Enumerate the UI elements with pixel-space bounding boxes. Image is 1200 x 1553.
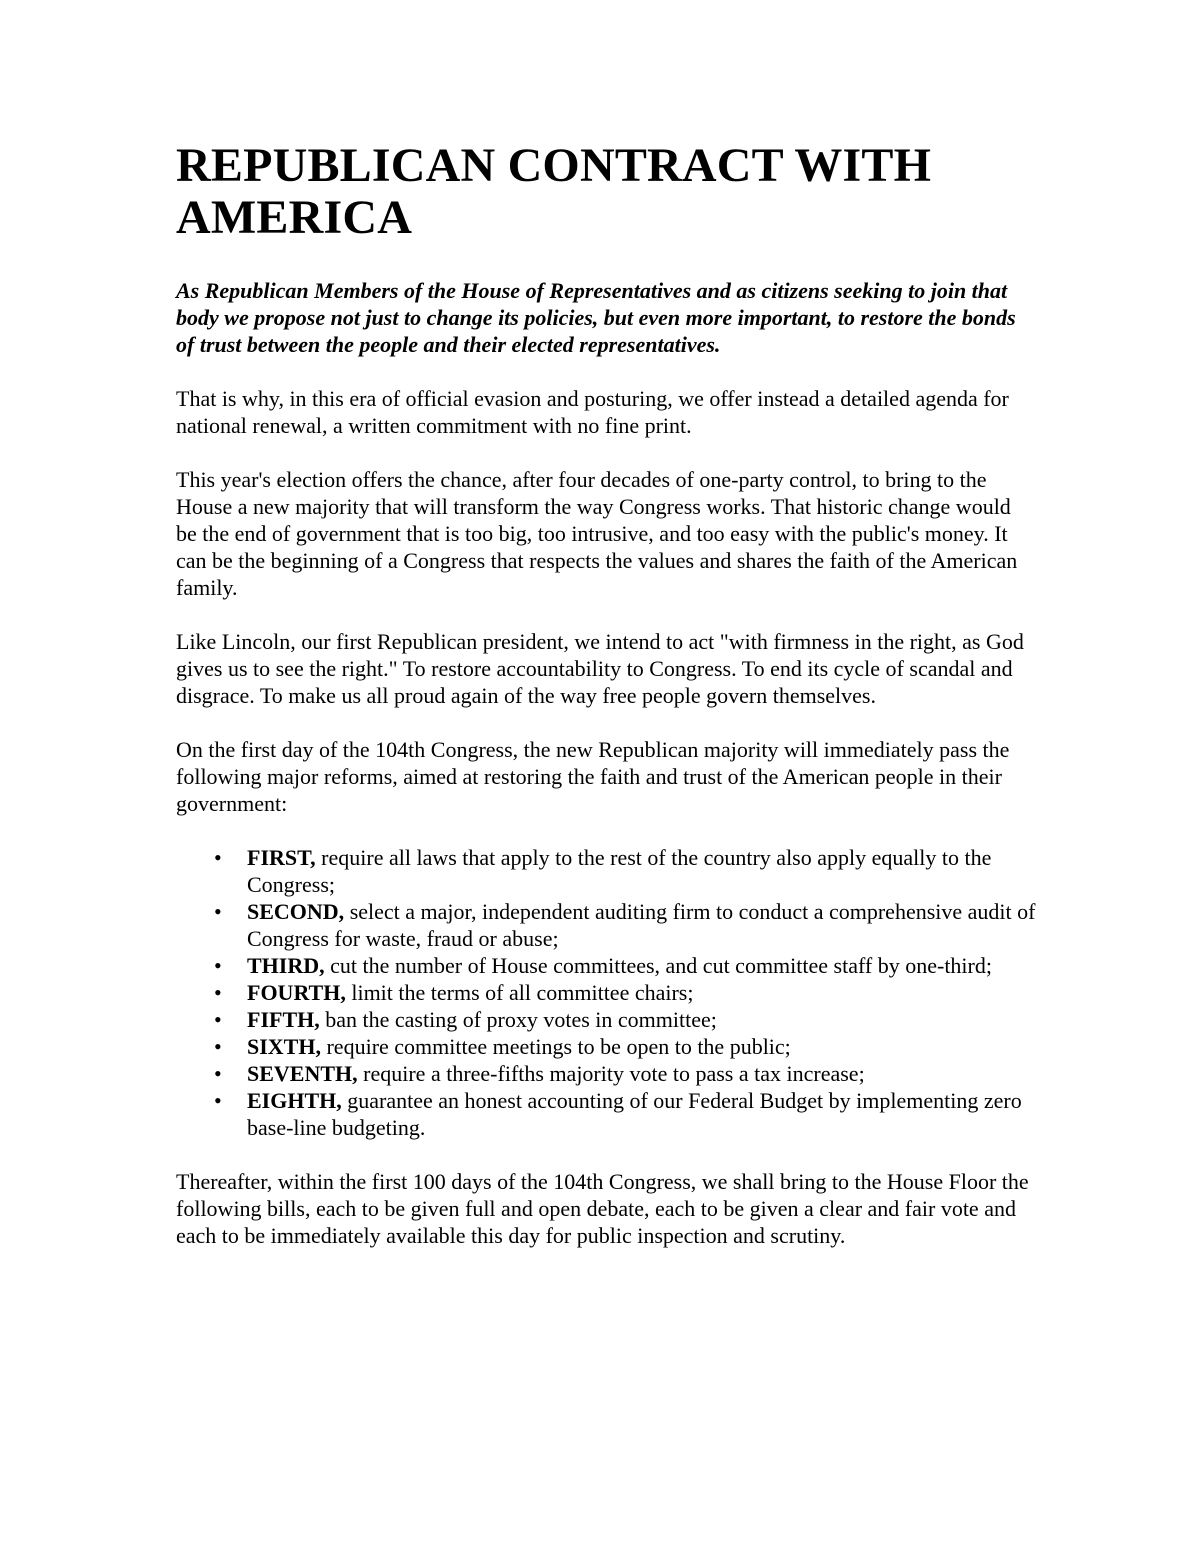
reform-text: require all laws that apply to the rest of the country also apply equally to the Congress;: [247, 845, 992, 897]
bullet-icon: •: [214, 953, 222, 978]
reform-item-fifth: [176, 1006, 1036, 1033]
reform-text: ban the casting of proxy votes in committee;: [319, 1007, 717, 1032]
reform-lead: THIRD,: [247, 953, 325, 978]
intro-paragraph: As Republican Members of the House of Representatives and as citizens seeking to join that body we propose not just to change its policies, but even more important, to restore the bonds of trust between the people and their elected representatives.: [176, 278, 1016, 357]
reforms-list: [176, 844, 1036, 1141]
paragraph-evasion: That is why, in this era of official evasion and posturing, we offer instead a detailed agenda for national renewal, a written commitment with no fine print.: [176, 386, 1009, 438]
reform-lead: FIRST,: [247, 845, 316, 870]
bullet-icon: •: [214, 1061, 222, 1086]
bullet-icon: •: [214, 845, 222, 870]
reform-item-eighth: [176, 1087, 1036, 1141]
reform-text: select a major, independent auditing firm to conduct a comprehensive audit of Congress for waste, fraud or abuse;: [247, 899, 1036, 951]
reform-item-first: [176, 844, 1036, 898]
bullet-icon: •: [214, 1034, 222, 1059]
reform-lead: FOURTH,: [247, 980, 346, 1005]
reform-item-second: [176, 898, 1036, 952]
reform-lead: SIXTH,: [247, 1034, 321, 1059]
reform-item-third: [176, 952, 1036, 979]
document-title: REPUBLICAN CONTRACT WITH AMERICA: [176, 139, 932, 244]
reform-text: require committee meetings to be open to the public;: [320, 1034, 791, 1059]
reform-lead: EIGHTH,: [247, 1088, 342, 1113]
reform-lead: FIFTH,: [247, 1007, 320, 1032]
bullet-icon: •: [214, 1088, 222, 1113]
paragraph-lincoln: Like Lincoln, our first Republican president, we intend to act "with firmness in the right, as God gives us to see the right." To restore accountability to Congress. To end its cycle of scandal and disgrace. To make us all proud again of the way free people govern themselves.: [176, 629, 1024, 708]
reform-item-fourth: [176, 979, 1036, 1006]
bullet-icon: •: [214, 980, 222, 1005]
paragraph-first-day: On the first day of the 104th Congress, the new Republican majority will immediately pass the following major reforms, aimed at restoring the faith and trust of the American people in their government:: [176, 737, 1010, 816]
reform-text: limit the terms of all committee chairs;: [345, 980, 694, 1005]
reform-item-sixth: [176, 1033, 1036, 1060]
paragraph-election: This year's election offers the chance, after four decades of one-party control, to bring to the House a new majority that will transform the way Congress works. That historic change would be the end of government that is too big, too intrusive, and too easy with the public's money. It can be the beginning of a Congress that respects the values and shares the faith of the American family.: [176, 467, 1018, 600]
reform-lead: SECOND,: [247, 899, 345, 924]
closing-paragraph: Thereafter, within the first 100 days of the 104th Congress, we shall bring to the House Floor the following bills, each to be given full and open debate, each to be given a clear and fair vote and each to be immediately available this day for public inspection and scrutiny.: [176, 1169, 1029, 1248]
bullet-icon: •: [214, 899, 222, 924]
document-page: [176, 140, 1036, 1276]
bullet-icon: •: [214, 1007, 222, 1032]
reform-lead: SEVENTH,: [247, 1061, 358, 1086]
reform-text: require a three-fifths majority vote to pass a tax increase;: [357, 1061, 865, 1086]
reform-text: cut the number of House committees, and cut committee staff by one-third;: [324, 953, 992, 978]
reform-item-seventh: [176, 1060, 1036, 1087]
reform-text: guarantee an honest accounting of our Federal Budget by implementing zero base-line budgeting.: [247, 1088, 1022, 1140]
